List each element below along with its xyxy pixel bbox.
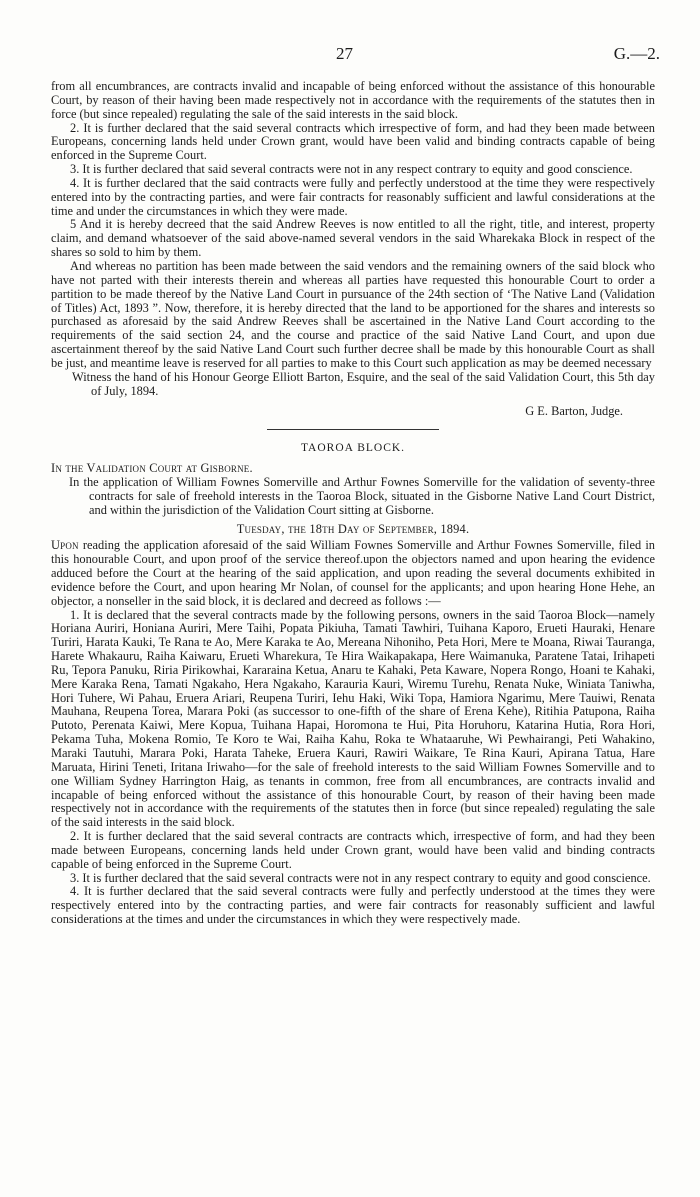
paragraph-3: 3. It is further declared that said several contracts were not in any respect contrary to equity and good conscience. [70, 162, 633, 177]
document-reference: G.—2. [613, 44, 660, 63]
decree-paragraph-2: 2. It is further declared that the said several contracts are contracts which, irrespective of form, and had they been made between Europeans, concerning lands held under Crown grant, would have been valid and binding contracts capable of being enforced in the Supreme Court. [51, 829, 655, 871]
paragraph-4: 4. It is further declared that the said contracts were fully and perfectly understood at the time they were respectively entered into by the contracting parties, and were fair contracts for reasonably sufficient and lawful considerations at the time and under the circumstances in which they were made. [51, 175, 655, 218]
hearing-date: Tuesday, the 18th Day of September, 1894. [236, 522, 470, 537]
decree-paragraph-1: 1. It is declared that the several contracts made by the following persons, owners in the said Taoroa Block—namely Horiana Auriri, Honiana Auriri, Mere Taihi, Popata Pikiuha, Tamati Tawhiri, Tuihana Kaporo, Erueti Hauraki, Henare Turiri, Harata Kauki, Te Rana te Ao, Mere Karaka te Ao, Mereana Nihoniho, Peta Hori, Mere te Moana, Riwai Tauranga, Harete Whakauru, Raiha Kaiwaru, Erueti Wharekura, Te Hira Waikapakapa, Here Waimanuka, Paratene Tatai, Irihapeti Ru, Tepora Panuku, Riria Pirikowhai, Kararaina Ketua, Anaru te Kahaki, Peta Kaware, Nopera Rongo, Hoani te Kahaki, Mere Karaka Rena, Tamati Ngakaho, Hera Ngakaho, Karauria Kauri, Wiremu Turehu, Renata Nuke, Winiata Taniwha, Hori Tuhere, Wi Pahau, Eruera Ariari, Reupena Turiri, Iehu Haki, Wiki Topa, Hamiora Ngarimu, Mere Tauiwi, Renata Mauhana, Reupena Torea, Marara Poki (as successor to one-fifth of the share of Erena Kehe), Ritihia Patupona, Raiha Putoto, Perenata Kaiwi, Mere Kopua, Tuihana Hapai, Horomona te Hui, Pita Horuhoru, Katarina Hutia, Rora Hori, Pekama Tuha, Mokena Romio, Te Koro te Wai, Raiha Kahu, Roka te Whataaruhe, Wi Pewhairangi, Peti Wahakino, Maraki Tautuhi, Marara Poki, Harata Taheke, Eruera Kauri, Rawiri Waikare, Te Rina Kauri, Apirana Tatua, Hare Maruata, Hirini Teneti, Iritana Iriwaho—for the sale of freehold interests to the said William Fownes Somerville and to one William Sydney Harrington Haig, as tenants in common, free from all encumbrances, are contracts invalid and incapable of being enforced without the assistance of this honourable Court, by reason of their having been made respectively not in accordance with the requirements of the statutes then in force (but since repealed) regulating the sale of the said interests in the said block. [51, 607, 655, 830]
page-header [0, 44, 700, 68]
judge-signature: G E. Barton, Judge. [525, 404, 623, 419]
paragraph-upon-text: reading the application aforesaid of the said William Fownes Somerville and Arthur Fownes Somerville, filed in this honourable Court, and upon proof of the service thereof.upon the objectors named and upon hearing the evidence adduced before the Court at the hearing of the said application, and upon reading the several documents exhibited in evidence before the Court, and upon hearing Mr Nolan, of counsel for the applicants; and upon hearing Hone Hehe, an objector, a nonseller in the said block, it is declared and decreed as follows :— [51, 538, 655, 608]
paragraph-2: 2. It is further declared that the said several contracts which irrespective of form, and had they been made between Europeans, concerning lands held under Crown grant, would have been valid and binding contracts capable of being enforced in the Supreme Court. [51, 120, 655, 163]
paragraph-continued: from all encumbrances, are contracts invalid and incapable of being enforced without the assistance of this honourable Court, by reason of their having been made respectively not in accordance with the requirements of the statutes then in force (but since repealed) regulating the sale of the said interests in the said block. [51, 79, 655, 121]
document-body [51, 80, 655, 927]
page-number: 27 [336, 44, 353, 63]
witness-clause: Witness the hand of his Honour George Elliott Barton, Esquire, and the seal of the said Validation Court, this 5th day of July, 1894. [72, 369, 655, 398]
section-divider [267, 429, 439, 430]
section-title: TAOROA BLOCK. [300, 442, 406, 455]
paragraph-lead-word: Upon [51, 538, 79, 553]
paragraph-5: 5 And it is hereby decreed that the said Andrew Reeves is now entitled to all the right, title, and interest, property claim, and demand whatsoever of the said above-named several vendors in the said Wharekaka Block in respect of the shares so sold to him by them. [51, 217, 655, 260]
court-heading: In the Validation Court at Gisborne. [51, 461, 253, 476]
paragraph-whereas: And whereas no partition has been made between the said vendors and the remaining owners of the said block who have not parted with their interests therein and whereas all parties have requested this honourable Court to order a partition to be made thereof by the Native Land Court in pursuance of the 24th section of ‘The Native Land (Validation of Titles) Act, 1893 ”. Now, therefore, it is hereby directed that the land to be apportioned for the shares and interests so purchased as aforesaid by the said Andrew Reeves shall be ascertained in the Native Land Court according to the requirements of the said section 24, and the course and practice of the said Native Land Court, and upon due ascertainment thereof by the said Native Land Court such further decree shall be made by this honourable Court as shall be just, and meantime leave is reserved for all parties to make to this Court such application as may be deemed necessary [51, 258, 655, 370]
paragraph-upon [51, 539, 655, 608]
decree-paragraph-4: 4. It is further declared that the said several contracts were fully and perfectly understood at the times they were respectively entered into by the contracting parties, and were fair contracts for reasonably sufficient and lawful considerations at the times and under the circumstances in which they were respectively made. [51, 884, 655, 927]
application-heading: In the application of William Fownes Somerville and Arthur Fownes Somerville for the validation of seventy-three contracts for sale of freehold interests in the Taoroa Block, situated in the Gisborne Native Land Court District, and within the jurisdiction of the Validation Court sitting at Gisborne. [69, 474, 655, 517]
decree-paragraph-3: 3. It is further declared that the said several contracts were not in any respect contrary to equity and good conscience. [70, 870, 651, 885]
